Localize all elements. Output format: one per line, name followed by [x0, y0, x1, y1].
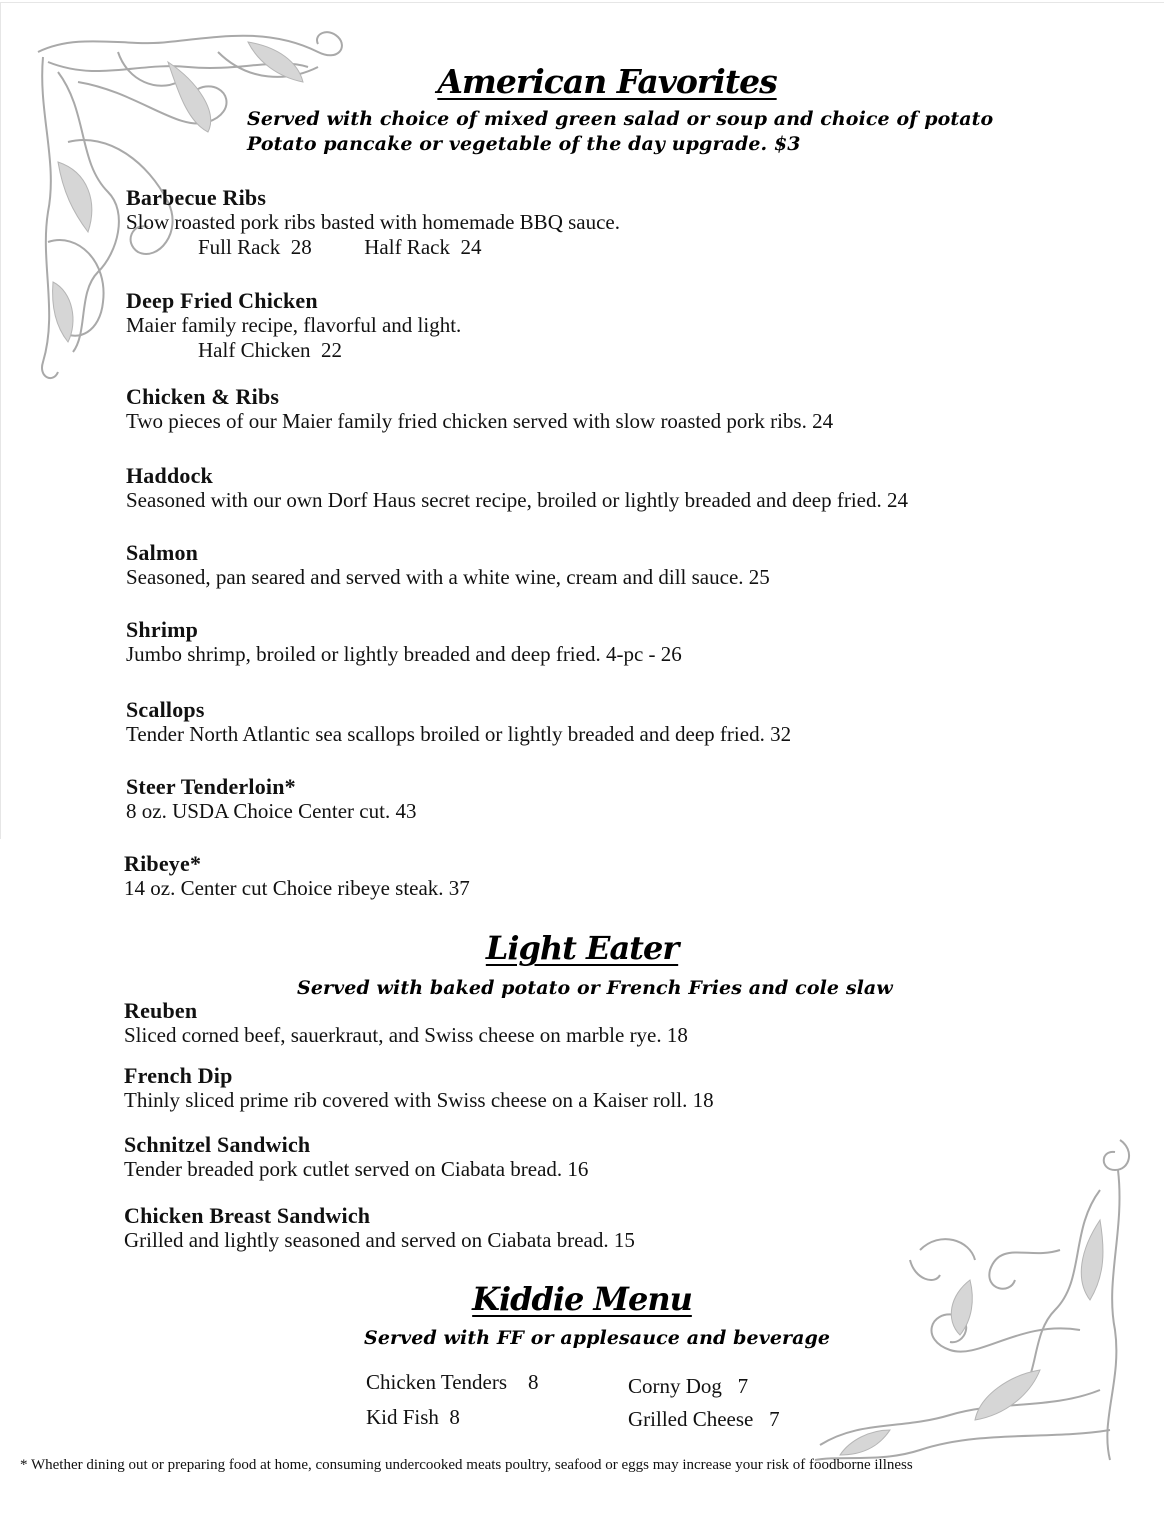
menu-item-name: French Dip — [124, 1063, 233, 1088]
menu-item-description: Grilled and lightly seasoned and served on Ciabata bread. 15 — [124, 1228, 635, 1252]
kiddie-item-chicken-tenders: Chicken Tenders 8 — [366, 1370, 539, 1394]
menu-item-name: Steer Tenderloin* — [126, 774, 296, 799]
menu-item-description: Maier family recipe, flavorful and light. — [126, 313, 462, 337]
section-subtitle-american-2: Potato pancake or vegetable of the day upgrade. $3 — [247, 133, 801, 155]
menu-item-description: Seasoned, pan seared and served with a white wine, cream and dill sauce. 25 — [126, 565, 770, 589]
left-border — [0, 3, 1, 839]
menu-item-chicken-ribs — [126, 385, 1126, 434]
menu-item-description: 8 oz. USDA Choice Center cut. 43 — [126, 799, 417, 823]
menu-item-name: Shrimp — [126, 617, 199, 642]
menu-item-description: Jumbo shrimp, broiled or lightly breaded and deep fried. 4-pc - 26 — [126, 642, 682, 666]
menu-item-reuben — [124, 999, 1124, 1048]
menu-item-name: Reuben — [124, 998, 198, 1023]
menu-item-options: Half Chicken 22 — [198, 338, 343, 362]
menu-item-name: Schnitzel Sandwich — [124, 1132, 311, 1157]
menu-item-name: Deep Fried Chicken — [126, 288, 318, 313]
menu-item-schnitzel-sandwich — [124, 1133, 1124, 1182]
menu-item-description: Tender breaded pork cutlet served on Ciabata bread. 16 — [124, 1157, 589, 1181]
menu-item-name: Haddock — [126, 463, 213, 488]
menu-item-barbecue-ribs — [126, 186, 1126, 260]
menu-item-name: Chicken Breast Sandwich — [124, 1203, 371, 1228]
kiddie-item-grilled-cheese: Grilled Cheese 7 — [628, 1407, 780, 1431]
menu-item-description: Thinly sliced prime rib covered with Swiss cheese on a Kaiser roll. 18 — [124, 1088, 714, 1112]
menu-item-deep-fried-chicken — [126, 289, 1126, 363]
menu-item-name: Scallops — [126, 697, 205, 722]
section-title-american-favorites: American Favorites — [437, 62, 777, 101]
menu-item-description: Tender North Atlantic sea scallops broiled or lightly breaded and deep fried. 32 — [126, 722, 792, 746]
menu-item-ribeye — [124, 852, 1124, 901]
menu-item-name: Barbecue Ribs — [126, 185, 267, 210]
menu-item-description: Two pieces of our Maier family fried chicken served with slow roasted pork ribs. 24 — [126, 409, 834, 433]
menu-item-scallops — [126, 698, 1126, 747]
kiddie-item-kid-fish: Kid Fish 8 — [366, 1405, 460, 1429]
menu-item-french-dip — [124, 1064, 1124, 1113]
menu-item-description: Sliced corned beef, sauerkraut, and Swiss cheese on marble rye. 18 — [124, 1023, 688, 1047]
menu-item-name: Ribeye* — [124, 851, 202, 876]
footnote-foodborne-warning: * Whether dining out or preparing food at home, consuming undercooked meats poultry, seafood or eggs may increase your risk of foodborne illness — [20, 1457, 913, 1473]
section-subtitle-light-eater: Served with baked potato or French Fries and cole slaw — [297, 977, 893, 999]
section-subtitle-american-1: Served with choice of mixed green salad or soup and choice of potato — [247, 108, 994, 130]
kiddie-item-corny-dog: Corny Dog 7 — [628, 1374, 749, 1398]
menu-item-description: Slow roasted pork ribs basted with homemade BBQ sauce. — [126, 210, 620, 234]
menu-item-description: Seasoned with our own Dorf Haus secret recipe, broiled or lightly breaded and deep fried. 24 — [126, 488, 908, 512]
section-title-light-eater: Light Eater — [485, 929, 679, 967]
menu-item-shrimp — [126, 618, 1126, 667]
section-title-kiddie-menu: Kiddie Menu — [472, 1280, 692, 1318]
top-border — [0, 2, 1164, 3]
menu-item-name: Chicken & Ribs — [126, 384, 280, 409]
menu-item-haddock — [126, 464, 1126, 513]
section-subtitle-kiddie-menu: Served with FF or applesauce and beverage — [364, 1327, 831, 1349]
menu-item-chicken-breast-sandwich — [124, 1204, 1124, 1253]
menu-item-name: Salmon — [126, 540, 199, 565]
menu-item-steer-tenderloin — [126, 775, 1126, 824]
menu-item-options: Full Rack 28 Half Rack 24 — [198, 235, 482, 259]
menu-item-salmon — [126, 541, 1126, 590]
menu-item-description: 14 oz. Center cut Choice ribeye steak. 37 — [124, 876, 470, 900]
